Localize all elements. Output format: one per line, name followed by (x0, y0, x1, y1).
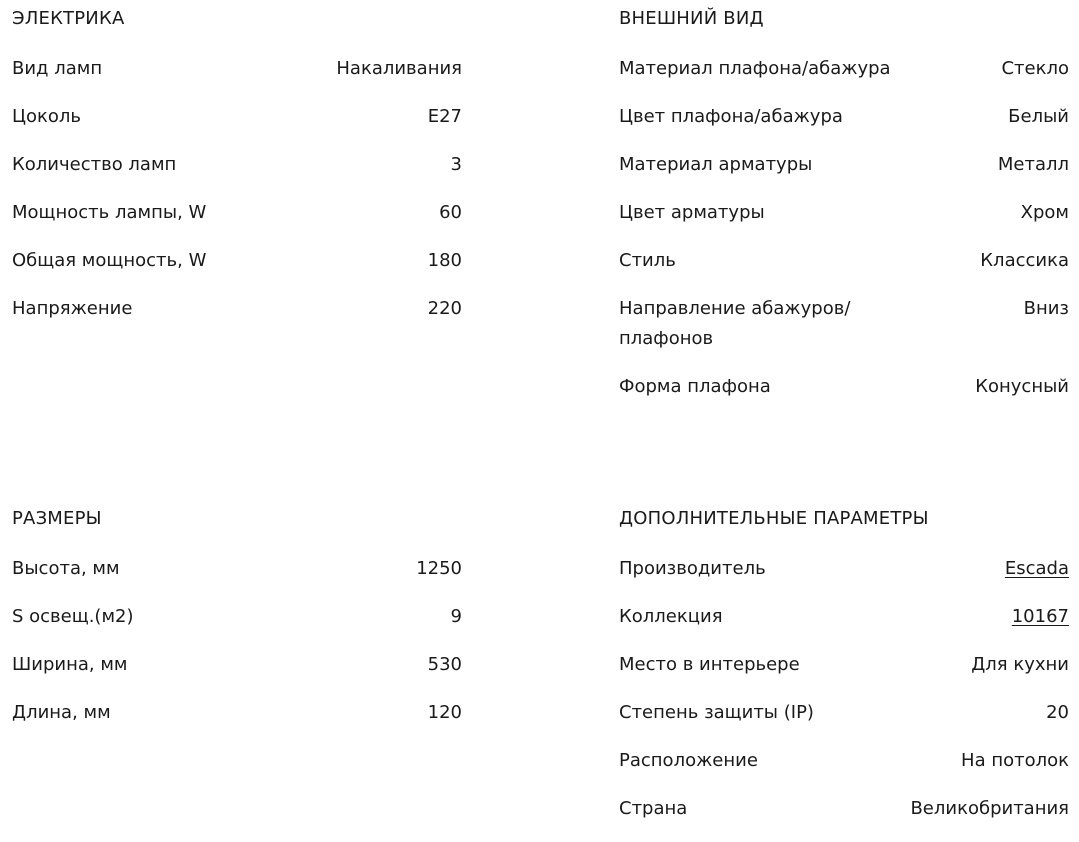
spec-row-socket (12, 102, 462, 132)
spec-row-lamp-power (12, 198, 462, 228)
collection-link[interactable]: 10167 (1011, 606, 1069, 627)
spec-row-shade-shape (619, 372, 1069, 402)
spec-label: S освещ.(м2) (12, 606, 134, 627)
spec-value: Металл (997, 154, 1069, 175)
spec-row-shade-direction (619, 294, 1069, 354)
spec-row-interior-place (619, 650, 1069, 680)
spec-row-shade-color (619, 102, 1069, 132)
spec-label: Материал плафона/абажура (619, 58, 891, 79)
section-title-electric: ЭЛЕКТРИКА (12, 8, 125, 29)
spec-value: Стекло (1001, 58, 1069, 79)
spec-value: 220 (427, 298, 462, 319)
spec-value: 20 (1046, 702, 1069, 723)
spec-label: Цвет арматуры (619, 202, 765, 223)
spec-row-width (12, 650, 462, 680)
spec-label: Стиль (619, 250, 676, 271)
spec-label: Место в интерьере (619, 654, 800, 675)
spec-value: 120 (427, 702, 462, 723)
spec-value: Для кухни (971, 654, 1069, 675)
section-title-extra: ДОПОЛНИТЕЛЬНЫЕ ПАРАМЕТРЫ (619, 508, 929, 529)
spec-value: Вниз (1023, 298, 1069, 319)
spec-label: Общая мощность, W (12, 250, 207, 271)
spec-row-placement (619, 746, 1069, 776)
spec-value: На потолок (961, 750, 1069, 771)
spec-row-country (619, 794, 1069, 824)
spec-label: Количество ламп (12, 154, 177, 175)
spec-value: 1250 (416, 558, 462, 579)
spec-row-shade-material (619, 54, 1069, 84)
spec-label: Степень защиты (IP) (619, 702, 814, 723)
spec-row-collection (619, 602, 1069, 632)
spec-value: Классика (980, 250, 1069, 271)
spec-row-total-power (12, 246, 462, 276)
spec-value: Накаливания (336, 58, 462, 79)
spec-label: Коллекция (619, 606, 723, 627)
spec-row-ip-rating (619, 698, 1069, 728)
manufacturer-link[interactable]: Escada (1004, 558, 1069, 579)
spec-value: 3 (450, 154, 462, 175)
spec-row-lamp-count (12, 150, 462, 180)
spec-label: Цоколь (12, 106, 81, 127)
spec-row-length (12, 698, 462, 728)
spec-value: Хром (1020, 202, 1069, 223)
spec-label: Форма плафона (619, 376, 771, 397)
spec-label: Направление абажуров/ плафонов (619, 298, 851, 349)
section-title-sizes: РАЗМЕРЫ (12, 508, 102, 529)
spec-label: Вид ламп (12, 58, 103, 79)
spec-label: Расположение (619, 750, 758, 771)
spec-row-voltage (12, 294, 462, 324)
spec-value: 180 (427, 250, 462, 271)
spec-value: Белый (1008, 106, 1069, 127)
spec-value: Великобритания (910, 798, 1069, 819)
spec-label: Мощность лампы, W (12, 202, 207, 223)
electric-section (12, 6, 462, 342)
spec-label: Цвет плафона/абажура (619, 106, 843, 127)
spec-value: 9 (450, 606, 462, 627)
spec-row-frame-material (619, 150, 1069, 180)
spec-row-style (619, 246, 1069, 276)
spec-row-lit-area (12, 602, 462, 632)
spec-label: Производитель (619, 558, 766, 579)
section-title-appearance: ВНЕШНИЙ ВИД (619, 8, 764, 29)
spec-label: Напряжение (12, 298, 133, 319)
spec-row-height (12, 554, 462, 584)
appearance-section (619, 6, 1069, 420)
spec-row-manufacturer (619, 554, 1069, 584)
spec-label: Материал арматуры (619, 154, 813, 175)
extra-section (619, 506, 1069, 842)
spec-label: Длина, мм (12, 702, 111, 723)
spec-value: 530 (427, 654, 462, 675)
spec-label: Высота, мм (12, 558, 120, 579)
spec-value: Конусный (975, 376, 1069, 397)
spec-label: Ширина, мм (12, 654, 128, 675)
spec-row-lamp-type (12, 54, 462, 84)
spec-row-frame-color (619, 198, 1069, 228)
spec-value: E27 (427, 106, 462, 127)
sizes-section (12, 506, 462, 746)
spec-label: Страна (619, 798, 688, 819)
spec-value: 60 (439, 202, 462, 223)
